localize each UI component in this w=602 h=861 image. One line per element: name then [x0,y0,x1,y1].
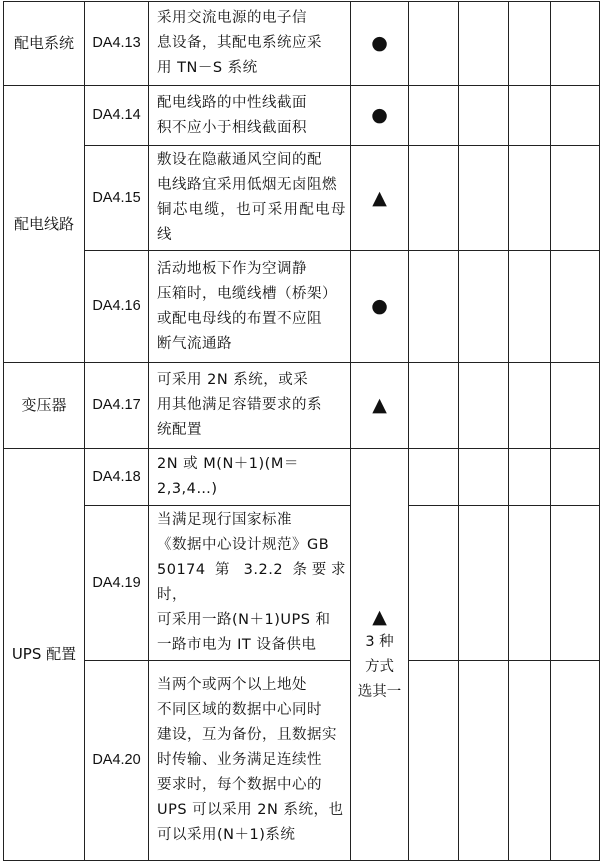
empty-cell [459,363,509,449]
category-cell: UPS 配置 [4,449,85,861]
empty-cell [459,661,509,861]
requirement-line: 电线路宜采用低烟无卤阻燃 [157,177,337,193]
mark-note-line: 方式 [365,658,394,675]
requirement-cell [149,661,351,861]
empty-cell [409,363,459,449]
mark-cell: ● [351,251,409,363]
requirement-line: 要求时，每个数据中心的 [157,777,322,793]
code-cell: DA4.18 [85,449,149,506]
empty-cell [509,363,551,449]
requirement-line: UPS 可以采用 2N 系统，也 [157,802,344,818]
empty-cell [409,251,459,363]
requirement-line: 压箱时，电缆线槽（桥架） [157,285,337,302]
requirement-line: 用其他满足容错要求的系 [157,397,322,413]
table-row [4,146,600,251]
table-row [4,449,600,506]
table-row [4,251,600,363]
empty-cell [551,146,600,251]
empty-cell [509,661,551,861]
requirement-line: 配电线路的中性线截面 [157,94,307,111]
empty-cell [509,146,551,251]
ups-mark-cell [351,449,409,861]
table-row [4,363,600,449]
requirement-line: 时传输、业务满足连续性 [157,752,322,768]
empty-cell [551,2,600,86]
empty-cell [551,506,600,661]
empty-cell [409,2,459,86]
requirement-line: 50174 第 3.2.2 条要求时， [157,562,346,603]
category-cell: 变压器 [4,363,85,449]
code-cell: DA4.17 [85,363,149,449]
empty-cell [459,2,509,86]
empty-cell [409,86,459,146]
requirement-cell [149,146,351,251]
code-cell: DA4.14 [85,86,149,146]
empty-cell [509,86,551,146]
code-cell: DA4.20 [85,661,149,861]
empty-cell [409,146,459,251]
requirement-line: 积不应小于相线截面积 [157,119,307,136]
empty-cell [409,661,459,861]
empty-cell [551,251,600,363]
triangle-mark: ▲ [372,605,387,628]
requirement-line: 当两个或两个以上地处 [157,677,307,693]
empty-cell [459,251,509,363]
requirement-line: 铜芯电缆，也可采用配电母线 [157,202,346,243]
requirement-line: 2,3,4…) [157,481,218,497]
empty-cell [459,146,509,251]
table-row [4,661,600,861]
empty-cell [551,363,600,449]
table-row [4,86,600,146]
requirement-cell [149,2,351,86]
requirement-line: 一路市电为 IT 设备供电 [157,637,317,653]
table-row [4,2,600,86]
empty-cell [509,251,551,363]
empty-cell [409,449,459,506]
empty-cell [409,506,459,661]
requirement-line: 可以采用(N＋1)系统 [157,827,296,843]
requirement-line: 可采用 2N 系统，或采 [157,372,309,388]
mark-note-line: 选其一 [357,683,402,700]
code-cell: DA4.19 [85,506,149,661]
requirement-cell [149,251,351,363]
requirement-line: 用 TN－S 系统 [157,60,258,76]
requirement-line: 断气流通路 [157,335,232,352]
requirement-line: 可采用一路(N＋1)UPS 和 [157,612,331,628]
table-row [4,506,600,661]
mark-cell: ● [351,2,409,86]
empty-cell [551,449,600,506]
mark-cell: ▲ [351,146,409,251]
empty-cell [551,661,600,861]
requirement-cell [149,449,351,506]
requirement-cell [149,506,351,661]
requirement-line: 或配电母线的布置不应阻 [157,310,322,327]
category-cell: 配电线路 [4,86,85,363]
empty-cell [509,449,551,506]
category-cell: 配电系统 [4,2,85,86]
requirement-line: 敷设在隐蔽通风空间的配 [157,152,322,168]
requirement-line: 息设备，其配电系统应采 [157,35,322,51]
requirement-line: 2N 或 M(N＋1)(M＝ [157,456,299,472]
requirement-line: 采用交流电源的电子信 [157,10,307,26]
empty-cell [459,86,509,146]
requirement-line: 当满足现行国家标准 [157,512,292,528]
code-cell: DA4.13 [85,2,149,86]
requirement-line: 建设，互为备份，且数据实 [157,727,337,743]
code-cell: DA4.15 [85,146,149,251]
empty-cell [459,506,509,661]
mark-cell: ● [351,86,409,146]
empty-cell [551,86,600,146]
requirement-cell [149,363,351,449]
requirement-line: 不同区域的数据中心同时 [157,702,322,718]
empty-cell [509,2,551,86]
requirement-cell [149,86,351,146]
empty-cell [459,449,509,506]
mark-cell: ▲ [351,363,409,449]
requirement-line: 统配置 [157,422,202,438]
empty-cell [509,506,551,661]
mark-note-line: 3 种 [365,633,394,650]
requirement-line: 《数据中心设计规范》GB [157,537,330,553]
requirements-table [3,1,600,861]
code-cell: DA4.16 [85,251,149,363]
requirement-line: 活动地板下作为空调静 [157,260,307,277]
